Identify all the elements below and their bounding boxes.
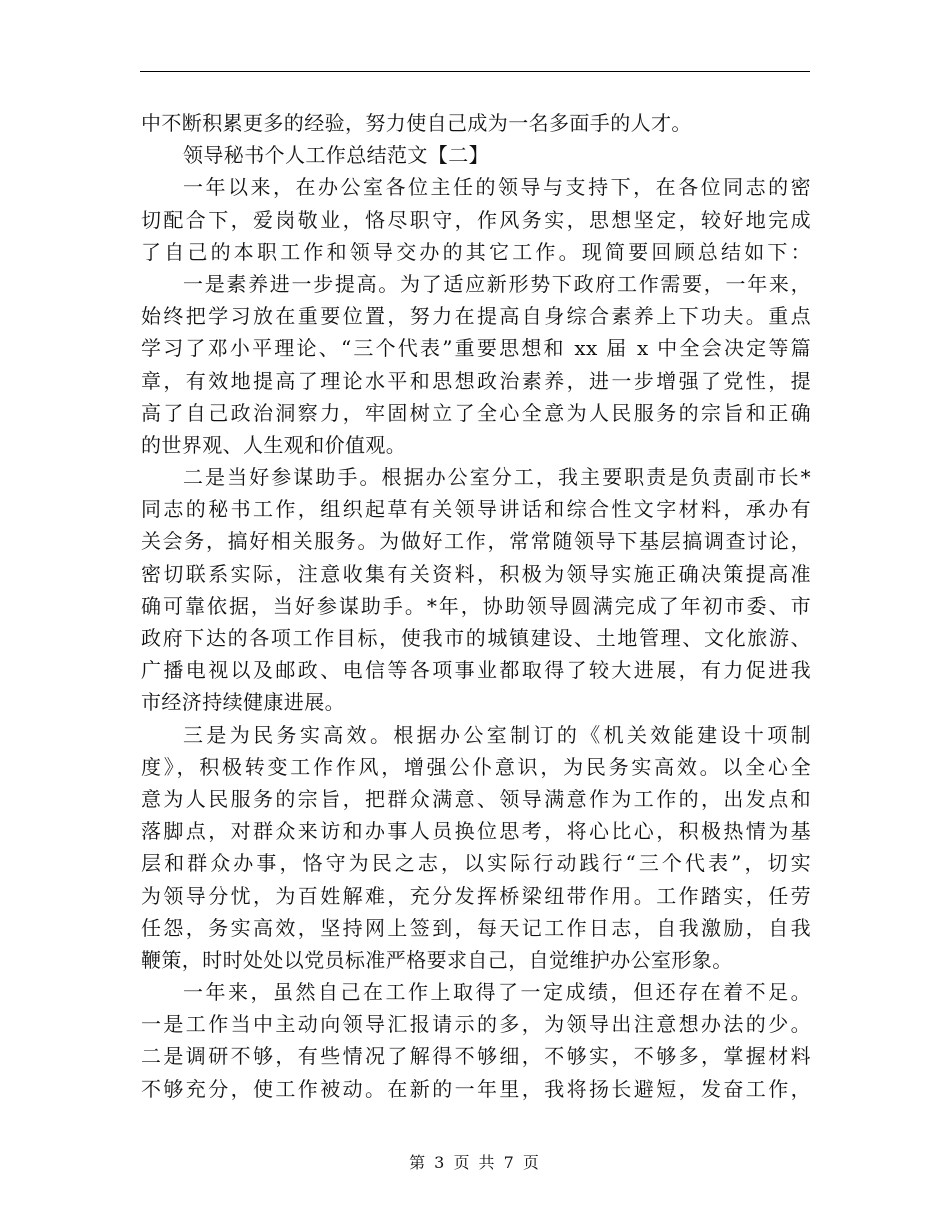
text-line: 关会务，搞好相关服务。为做好工作，常常随领导下基层搞调查讨论，	[141, 529, 811, 554]
text-line: 市经济持续健康进展。	[141, 690, 345, 715]
text-line: 政府下达的各项工作目标，使我市的城镇建设、土地管理、文化旅游、	[141, 626, 811, 650]
text-line: 任怨，务实高效，坚持网上签到，每天记工作日志，自我激励，自我	[141, 915, 811, 940]
text-line: 确可靠依据，当好参谋助手。*年，协助领导圆满完成了年初市委、市	[141, 593, 811, 618]
text-line: 领导秘书个人工作总结范文【二】	[183, 143, 489, 168]
text-line: 中不断积累更多的经验，努力使自己成为一名多面手的人才。	[141, 111, 692, 135]
text-line: 一是工作当中主动向领导汇报请示的多，为领导出注意想办法的少。	[141, 1012, 811, 1037]
text-line: 一年以来，在办公室各位主任的领导与支持下，在各位同志的密	[183, 175, 811, 200]
text-line: 密切联系实际，注意收集有关资料，积极为领导实施正确决策提高准	[141, 561, 811, 586]
text-line: 学习了邓小平理论、“三个代表”重要思想和 xx 届 x 中全会决定等篇	[141, 336, 811, 361]
text-line: 章，有效地提高了理论水平和思想政治素养，进一步增强了党性，提	[141, 368, 811, 393]
text-line: 一是素养进一步提高。为了适应新形势下政府工作需要，一年来，	[183, 271, 811, 296]
text-line: 一年来，虽然自己在工作上取得了一定成绩，但还存在着不足。	[183, 980, 811, 1005]
text-line: 了自己的本职工作和领导交办的其它工作。现简要回顾总结如下：	[141, 239, 811, 264]
text-line: 二是调研不够，有些情况了解得不够细，不够实，不够多，掌握材料	[141, 1044, 811, 1069]
text-line: 同志的秘书工作，组织起草有关领导讲话和综合性文字材料，承办有	[141, 497, 811, 522]
text-line: 度》，积极转变工作作风，增强公仆意识，为民务实高效。以全心全	[141, 754, 811, 779]
text-line: 三是为民务实高效。根据办公室制订的《机关效能建设十项制	[183, 722, 811, 747]
header-rule	[140, 71, 810, 72]
text-line: 意为人民服务的宗旨，把群众满意、领导满意作为工作的，出发点和	[141, 786, 811, 811]
text-line: 二是当好参谋助手。根据办公室分工，我主要职责是负责副市长*	[183, 465, 811, 490]
text-line: 鞭策，时时处处以党员标准严格要求自己，自觉维护办公室形象。	[141, 947, 733, 972]
document-body	[141, 107, 811, 1105]
page-number-label: 第 3 页 共 7 页	[409, 1153, 541, 1172]
text-line: 的世界观、人生观和价值观。	[141, 432, 407, 457]
text-line: 始终把学习放在重要位置，努力在提高自身综合素养上下功夫。重点	[141, 304, 811, 329]
text-line: 落脚点，对群众来访和办事人员换位思考，将心比心，积极热情为基	[141, 819, 811, 844]
text-line: 不够充分，使工作被动。在新的一年里，我将扬长避短，发奋工作，	[141, 1076, 811, 1101]
text-line: 切配合下，爱岗敬业，恪尽职守，作风务实，思想坚定，较好地完成	[141, 207, 811, 232]
text-line: 广播电视以及邮政、电信等各项事业都取得了较大进展，有力促进我	[141, 658, 811, 683]
text-line: 层和群众办事，恪守为民之志，以实际行动践行“三个代表”，切实	[141, 851, 811, 876]
page-footer	[0, 1150, 950, 1173]
text-line: 为领导分忧，为百姓解难，充分发挥桥梁纽带作用。工作踏实，任劳	[141, 883, 811, 908]
text-line: 高了自己政治洞察力，牢固树立了全心全意为人民服务的宗旨和正确	[141, 400, 811, 425]
